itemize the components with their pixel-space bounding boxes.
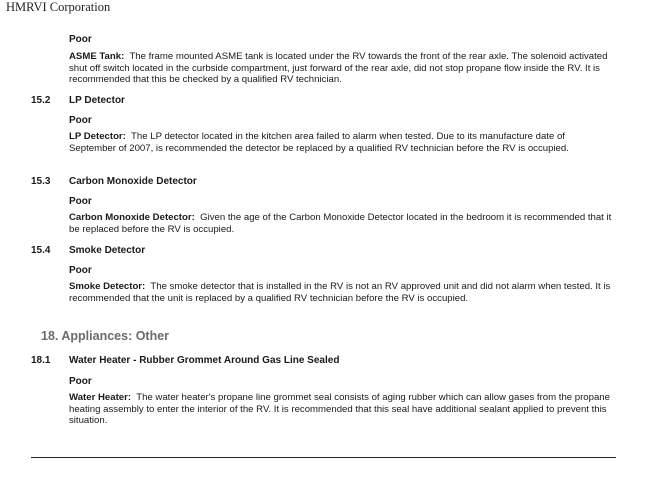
lp-rating: Poor <box>69 115 92 126</box>
water-text: The water heater's propane line grommet seal consists of aging rubber which can allow gases from the propane heating assembly to enter the interior of the RV. It is recommended that this seal have additional sealant applied to prevent this situation. <box>69 392 610 426</box>
lp-title: LP Detector <box>69 95 125 106</box>
smoke-label: Smoke Detector: <box>69 281 146 292</box>
co-text: Given the age of the Carbon Monoxide Detector located in the bedroom it is recommended that it be replaced before the RV is occupied. <box>69 212 612 235</box>
smoke-description <box>69 281 614 304</box>
section-18-heading: 18. Appliances: Other <box>41 329 170 343</box>
smoke-title: Smoke Detector <box>69 245 146 256</box>
asme-tank-item <box>69 34 614 86</box>
co-rating: Poor <box>69 196 92 207</box>
water-description <box>69 392 614 427</box>
water-number: 18.1 <box>31 355 51 366</box>
lp-text: The LP detector located in the kitchen area failed to alarm when tested. Due to its manufacture date of September of 2007, is recommended the detector be replaced by a qualified RV technician before the RV is occupied. <box>69 131 569 154</box>
co-item <box>69 196 614 235</box>
co-title: Carbon Monoxide Detector <box>69 176 197 187</box>
smoke-text: The smoke detector that is installed in the RV is not an RV approved unit and did not alarm when tested. It is recommended that the unit is replaced by a qualified RV technician before the RV is occupied. <box>69 281 611 304</box>
footer-divider <box>31 457 616 458</box>
smoke-rating: Poor <box>69 265 92 276</box>
lp-description <box>69 131 614 154</box>
water-item <box>69 376 614 427</box>
smoke-number: 15.4 <box>31 245 51 256</box>
water-label: Water Heater: <box>69 392 132 403</box>
asme-text: The frame mounted ASME tank is located under the RV towards the front of the rear axle. The solenoid activated shut off switch located in the curbside compartment, just forward of the rear axle, did not stop propane flow inside the RV. It is recommended that this be checked by a qualified RV technician. <box>69 51 608 85</box>
co-label: Carbon Monoxide Detector: <box>69 212 195 223</box>
water-rating: Poor <box>69 376 92 387</box>
co-number: 15.3 <box>31 176 51 187</box>
lp-item <box>69 115 614 154</box>
lp-label: LP Detector: <box>69 131 126 142</box>
company-header: HMRVI Corporation <box>6 0 111 14</box>
asme-label: ASME Tank: <box>69 51 125 62</box>
co-description <box>69 212 614 235</box>
lp-number: 15.2 <box>31 95 51 106</box>
asme-description <box>69 51 614 86</box>
asme-rating: Poor <box>69 34 92 45</box>
smoke-item <box>69 265 614 304</box>
water-title: Water Heater - Rubber Grommet Around Gas Line Sealed <box>69 355 340 366</box>
